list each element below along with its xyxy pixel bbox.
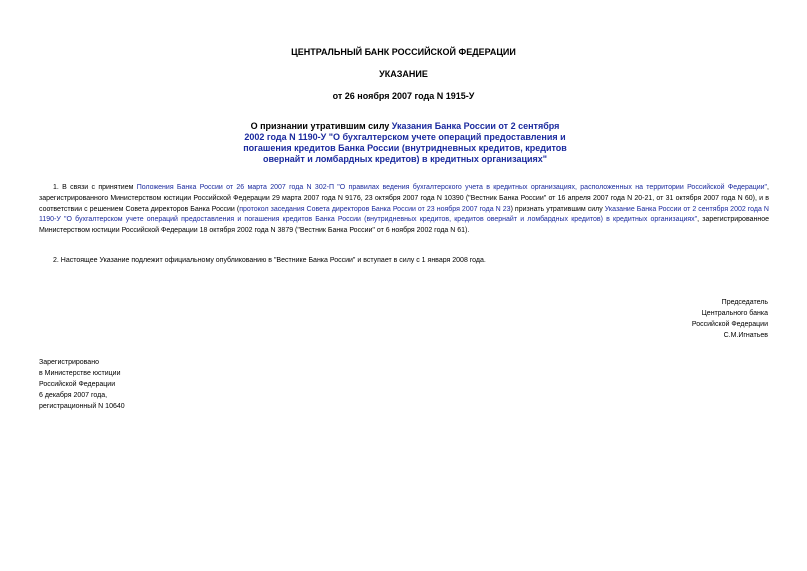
registration-line: в Министерстве юстиции — [39, 370, 121, 377]
title-link-decree-1190u[interactable]: Указания Банка России от 2 сентября 2002 года N 1190-У "О бухгалтерском учете операций предоставления и погашения кредитов Банка России (внутридневных кредитов, кредитов овернайт и ломбардных кредитов) в кредитных организациях" — [243, 121, 567, 164]
link-decree-1190u[interactable]: Указание Банка России от 2 сентября 2002 года N 1190-У "О бухгалтерском учете операций предоставления и погашения кредитов Банка России (внутридневных кредитов, кредитов овернайт и ломбардных кредитов) в кредитных организациях" — [39, 205, 769, 224]
paragraph-1-text-d: , зарегистрированное Министерством юстиции Российской Федерации 18 октября 2002 года N 3879 ("Вестник Банка России" от 6 ноября 2002 года N 61). — [39, 216, 769, 235]
signature-position: Председатель — [721, 299, 768, 306]
paragraph-1-text-a: 1. В связи с принятием — [53, 184, 137, 191]
document-title — [240, 121, 570, 165]
link-regulation-302p[interactable]: Положения Банка России от 26 марта 2007 года N 302-П "О правилах ведения бухгалтерского учета в кредитных организациях, расположенных на территории Российской Федерации" — [136, 184, 768, 191]
document-type-heading: УКАЗАНИЕ — [379, 69, 428, 79]
registration-number: регистрационный N 10640 — [39, 403, 125, 410]
link-board-protocol[interactable]: протокол заседания Совета директоров Банка России от 23 ноября 2007 года N 23 — [239, 205, 511, 213]
paragraph-1 — [39, 183, 769, 237]
issuer-heading: ЦЕНТРАЛЬНЫЙ БАНК РОССИЙСКОЙ ФЕДЕРАЦИИ — [291, 47, 516, 57]
signature-name: С.М.Игнатьев — [723, 332, 768, 339]
document-date-number: от 26 ноября 2007 года N 1915-У — [332, 91, 475, 101]
paragraph-1-text-c: ) признать утратившим силу — [510, 205, 605, 213]
registration-line: Российской Федерации — [39, 381, 116, 388]
registration-block — [39, 357, 125, 412]
signature-organization: Центрального банка — [701, 310, 768, 317]
signature-block — [692, 297, 768, 341]
signature-country: Российской Федерации — [691, 321, 768, 328]
title-prefix: О признании утратившим силу — [250, 121, 392, 131]
paragraph-2: 2. Настоящее Указание подлежит официальному опубликованию в "Вестнике Банка России" и вступает в силу с 1 января 2008 года. — [53, 257, 486, 264]
registration-line: Зарегистрировано — [39, 359, 99, 366]
registration-date: 6 декабря 2007 года, — [39, 392, 108, 399]
paragraph-1-text-b: , зарегистрированного Министерством юстиции Российской Федерации 29 марта 2007 года N 9176, 23 октября 2007 года N 10390 ("Вестник Банка России" от 16 апреля 2007 года N 20-21, от 31 октября 2007 года N 60), и в соответствии с решением Совета директоров Банка России ( — [39, 184, 769, 213]
